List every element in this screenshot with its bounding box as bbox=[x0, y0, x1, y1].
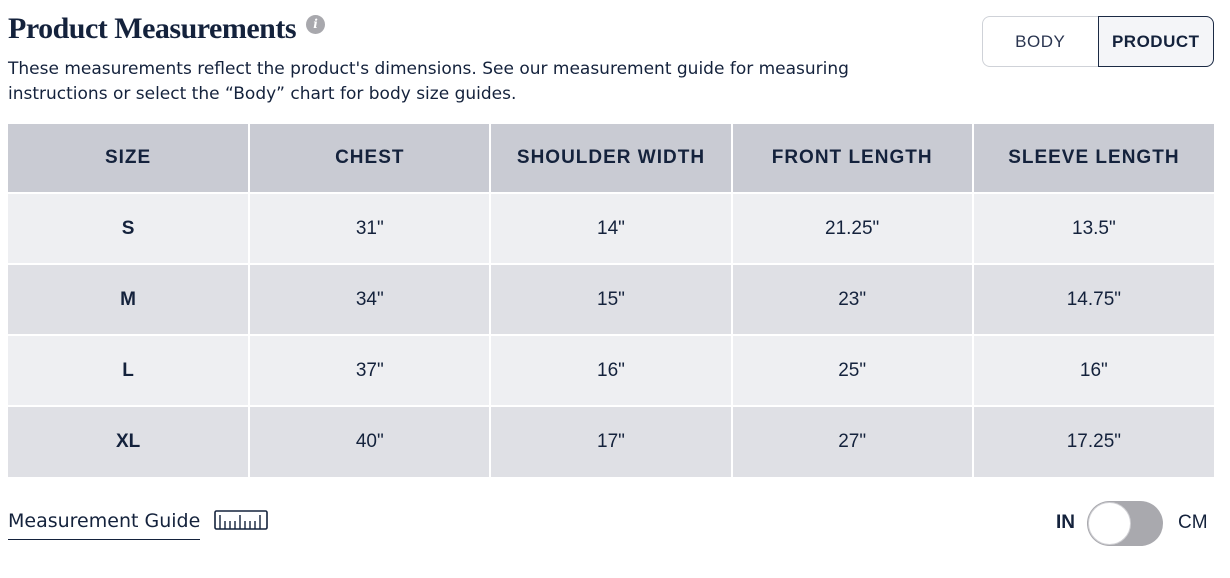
unit-label-cm[interactable]: CM bbox=[1178, 512, 1208, 533]
table-row bbox=[8, 335, 1214, 406]
shoulder-width-cell: 17" bbox=[490, 406, 731, 477]
sleeve-length-cell: 13.5" bbox=[973, 193, 1214, 264]
table-row bbox=[8, 264, 1214, 335]
measurements-table bbox=[8, 124, 1214, 477]
ruler-icon[interactable] bbox=[214, 510, 268, 535]
title-row bbox=[8, 12, 325, 46]
size-cell: S bbox=[8, 193, 249, 264]
chest-cell: 40" bbox=[249, 406, 490, 477]
unit-switch bbox=[1056, 500, 1208, 546]
toggle-knob[interactable] bbox=[1088, 502, 1131, 545]
column-header-chest: CHEST bbox=[249, 124, 490, 193]
table-header-row bbox=[8, 124, 1214, 193]
chest-cell: 31" bbox=[249, 193, 490, 264]
measurement-guide bbox=[8, 510, 268, 540]
info-icon[interactable]: i bbox=[306, 15, 325, 34]
unit-toggle[interactable] bbox=[1087, 501, 1163, 546]
measurement-guide-link[interactable]: Measurement Guide bbox=[8, 510, 200, 540]
column-header-front-length: FRONT LENGTH bbox=[732, 124, 973, 193]
page-description: These measurements reflect the product's dimensions. See our measurement guide for measuring instructions or select the “Body” chart for body size guides. bbox=[8, 59, 849, 104]
shoulder-width-cell: 15" bbox=[490, 264, 731, 335]
shoulder-width-cell: 16" bbox=[490, 335, 731, 406]
shoulder-width-cell: 14" bbox=[490, 193, 731, 264]
chest-cell: 34" bbox=[249, 264, 490, 335]
body-chart-button[interactable]: BODY bbox=[982, 16, 1098, 67]
size-cell: M bbox=[8, 264, 249, 335]
front-length-cell: 27" bbox=[732, 406, 973, 477]
page-title: Product Measurements bbox=[8, 12, 297, 45]
table-row bbox=[8, 406, 1214, 477]
size-cell: L bbox=[8, 335, 249, 406]
table-row bbox=[8, 193, 1214, 264]
front-length-cell: 25" bbox=[732, 335, 973, 406]
sleeve-length-cell: 17.25" bbox=[973, 406, 1214, 477]
chart-type-toggle bbox=[982, 16, 1214, 67]
sleeve-length-cell: 16" bbox=[973, 335, 1214, 406]
front-length-cell: 21.25" bbox=[732, 193, 973, 264]
column-header-shoulder-width: SHOULDER WIDTH bbox=[490, 124, 731, 193]
chest-cell: 37" bbox=[249, 335, 490, 406]
column-header-sleeve-length: SLEEVE LENGTH bbox=[973, 124, 1214, 193]
front-length-cell: 23" bbox=[732, 264, 973, 335]
unit-label-in[interactable]: IN bbox=[1056, 512, 1075, 533]
sleeve-length-cell: 14.75" bbox=[973, 264, 1214, 335]
size-cell: XL bbox=[8, 406, 249, 477]
product-chart-button[interactable]: PRODUCT bbox=[1098, 16, 1215, 67]
column-header-size: SIZE bbox=[8, 124, 249, 193]
